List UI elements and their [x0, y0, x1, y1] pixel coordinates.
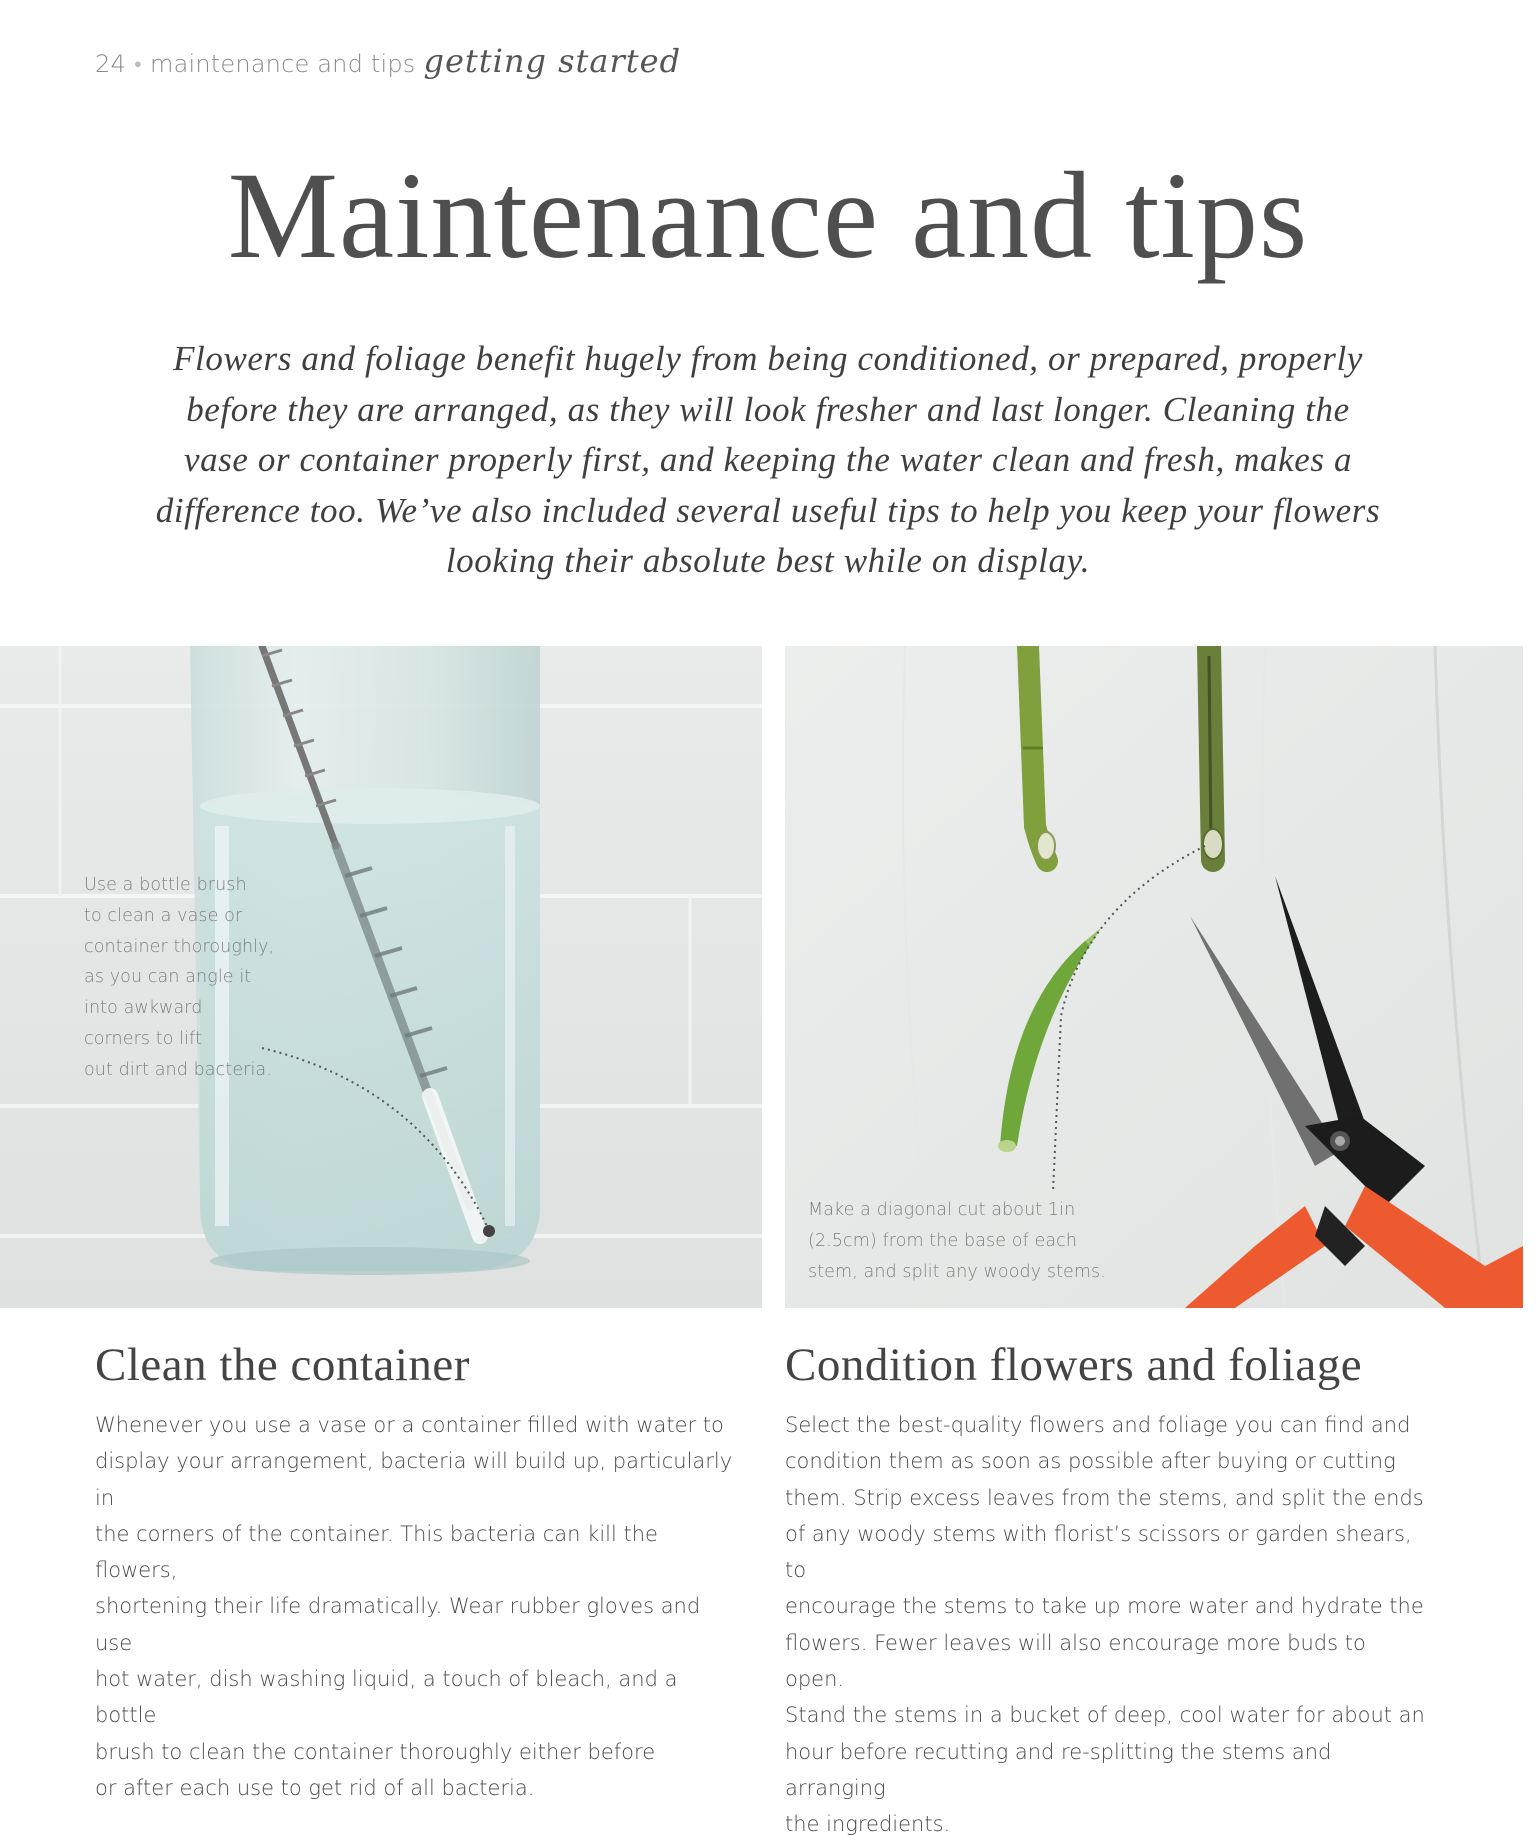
- intro-paragraph: Flowers and foliage benefit hugely from being conditioned, or prepared, properly before they are arranged, as they will look fresher and last longer. Cleaning the vase or container properly first, and keeping the water clean and fresh, makes a difference too. We’ve also included several useful tips to help you keep your flowers looking their absolute best while on display.: [155, 339, 1381, 580]
- caption-diagonal-cut: Make a diagonal cut about 1in (2.5cm) from the base of each stem, and split any woody stems.: [808, 1200, 1106, 1282]
- section-name: maintenance and tips: [150, 50, 416, 78]
- heading-condition-flowers: Condition flowers and foliage: [785, 1339, 1363, 1391]
- body-condition-flowers: Select the best-quality flowers and foliage you can find and condition them as soon as possible after buying or cutting them. Strip excess leaves from the stems, and split the ends of any woody stems with florist’s scissors or garden shears, to encourage the stems to take up more water and hydrate the flowers. Fewer leaves will also encourage more buds to open. Stand the stems in a bucket of deep, cool water for about an hour before recutting and re-splitting the stems and arranging the ingredients.: [785, 1413, 1425, 1835]
- running-head: [95, 42, 681, 82]
- bullet-separator-icon: ●: [133, 57, 143, 72]
- page-number: 24: [95, 50, 126, 78]
- page-title: Maintenance and tips: [227, 147, 1309, 284]
- heading-clean-container: Clean the container: [95, 1339, 470, 1391]
- chapter-name: getting started: [423, 42, 682, 80]
- body-clean-container: Whenever you use a vase or a container filled with water to display your arrangement, bacteria will build up, particularly in the corners of the container. This bacteria can kill the flowers, shortening their life dramatically. Wear rubber gloves and use hot water, dish washing liquid, a touch of bleach, and a bottle brush to clean the container thoroughly either before or after each use to get rid of all bacteria.: [95, 1413, 733, 1800]
- caption-bottle-brush: Use a bottle brush to clean a vase or container thoroughly, as you can angle it into awkward corners to lift out dirt and bacteria.: [84, 875, 275, 1080]
